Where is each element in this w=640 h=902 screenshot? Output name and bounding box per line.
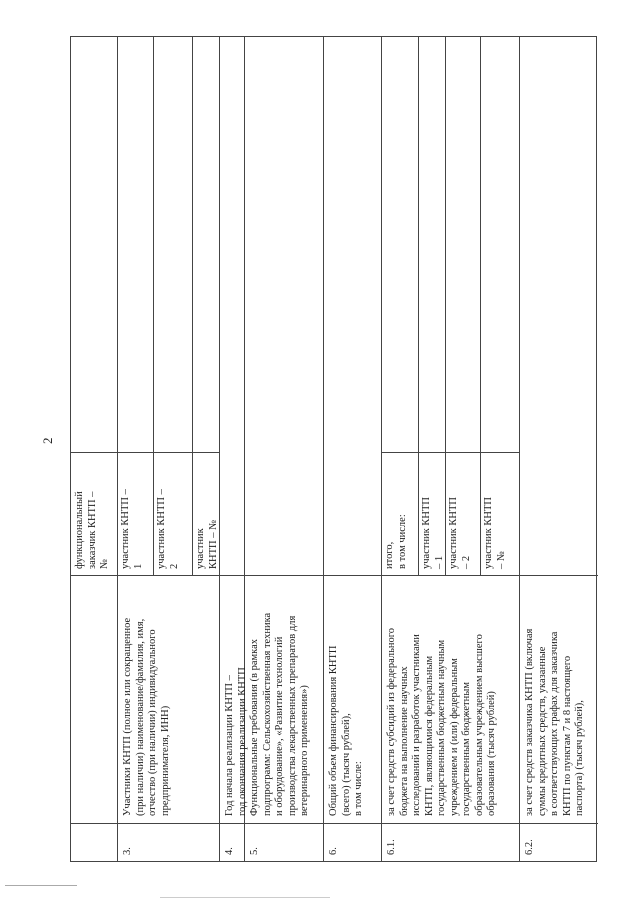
row-label-line: в соответствующих графах для заказчика [549,631,560,816]
row-label-line: за счет средств субсидий из федерального [386,627,397,816]
row-label-line: отчество (при наличии) индивидуального [147,629,158,816]
scan-artifact [160,897,330,898]
sub-label [384,514,409,569]
sub-label-line: участник [195,528,206,569]
sub-label-line: в том числе: [396,514,408,569]
row-label-line: КНТП по пунктам 7 и 8 настоящего [561,655,573,816]
sub-label [156,489,181,569]
sub-label-line: – № [495,551,507,569]
row-label-line: Год начала реализации КНТП – [224,675,235,816]
row-divider [519,37,520,861]
sub-label-line: функциональный [74,491,85,569]
row-label-line: государственным бюджетным научным [436,639,447,816]
row-label-line: исследований и разработок участниками [411,634,422,816]
sub-label-line: 1 [132,563,144,569]
row-label-line: (при наличии) наименование/фамилия, имя, [134,618,146,816]
row-divider [381,37,382,861]
row-label-line: и оборудование», «Развитие технологий [274,636,285,816]
row-label-line: Участники КНТП (полное или сокращенное [122,617,133,816]
sub-label [120,489,145,569]
row-number: 6.2. [524,839,535,855]
row-label-line: за счет средств заказчика КНТП (включая [524,628,535,816]
sub-row-divider [192,37,193,575]
row-label-line: паспорта) (тысяч рублей), [574,700,585,816]
row-label [328,646,366,816]
row-divider [117,37,118,861]
column-divider [71,823,598,824]
sub-label-line: – 2 [460,555,472,569]
row-label-line: образования (тысяч рублей) [486,691,497,816]
row-divider [219,37,220,861]
row-label [524,629,587,816]
sub-row-divider [445,37,446,575]
column-divider [71,452,117,453]
sub-label-line: КНТП – № [207,519,219,569]
sub-label-line: участник КНТП [483,497,494,569]
row-label [249,613,312,816]
row-number: 4. [224,847,235,855]
page-number: 2 [40,437,55,444]
row-label-line: образовательным учреждением высшего [473,634,485,816]
row-label-line: КНТП, являющимися федеральным [423,655,435,816]
sub-label [421,497,446,569]
row-label-line: Общий объем финансирования КНТП [328,645,339,816]
sub-label-line: участник КНТП – [156,489,167,569]
scan-artifact [5,885,77,886]
column-divider [381,452,519,453]
sub-row-divider [418,37,419,575]
row-number: 6. [328,847,339,855]
column-divider [71,575,598,576]
sub-label [195,520,220,569]
row-label-line: производства лекарственных препаратов для [286,615,298,816]
sub-label-line: – 1 [433,555,445,569]
row-label-line: ветеринарного применения») [299,685,310,816]
sub-label [483,497,508,569]
sub-row-divider [153,37,154,575]
sub-row-divider [480,37,481,575]
sub-label-line: заказчик КНТП – [86,491,98,569]
row-divider [323,37,324,861]
row-label-line: (всего) (тысяч рублей), [340,713,352,816]
row-number: 5. [249,847,260,855]
sub-label-line: участник КНТП [421,497,432,569]
column-divider [117,452,219,453]
row-label [122,618,172,816]
row-label [224,667,249,816]
sub-label-line: участник КНТП – [120,489,131,569]
sub-label [74,491,112,569]
row-number: 3. [122,847,133,855]
row-label-line: учреждением и (или) федеральным [448,658,460,816]
row-label-line: в том числе: [353,761,364,816]
row-label-line: предпринимателя, ИНН) [159,705,171,816]
sub-label-line: участник КНТП [448,497,459,569]
row-number: 6.1. [386,839,397,855]
sub-label-line: 2 [168,563,180,569]
row-label-line: бюджета на выполнение научных [398,666,410,816]
row-label-line: подпрограмм: Сельскохозяйственная техника [261,612,273,816]
sub-label-line: итого, [384,541,395,569]
sub-label-line: № [99,558,110,569]
row-label-line: год окончания реализации КНТП [236,667,248,816]
row-label-line: государственным бюджетным [461,682,472,816]
row-label [386,628,499,816]
row-label-line: Функциональные требования (в рамках [249,639,260,816]
passport-table [70,36,597,862]
sub-label [448,497,473,569]
row-label-line: суммы кредитных средств, указанные [536,646,548,816]
